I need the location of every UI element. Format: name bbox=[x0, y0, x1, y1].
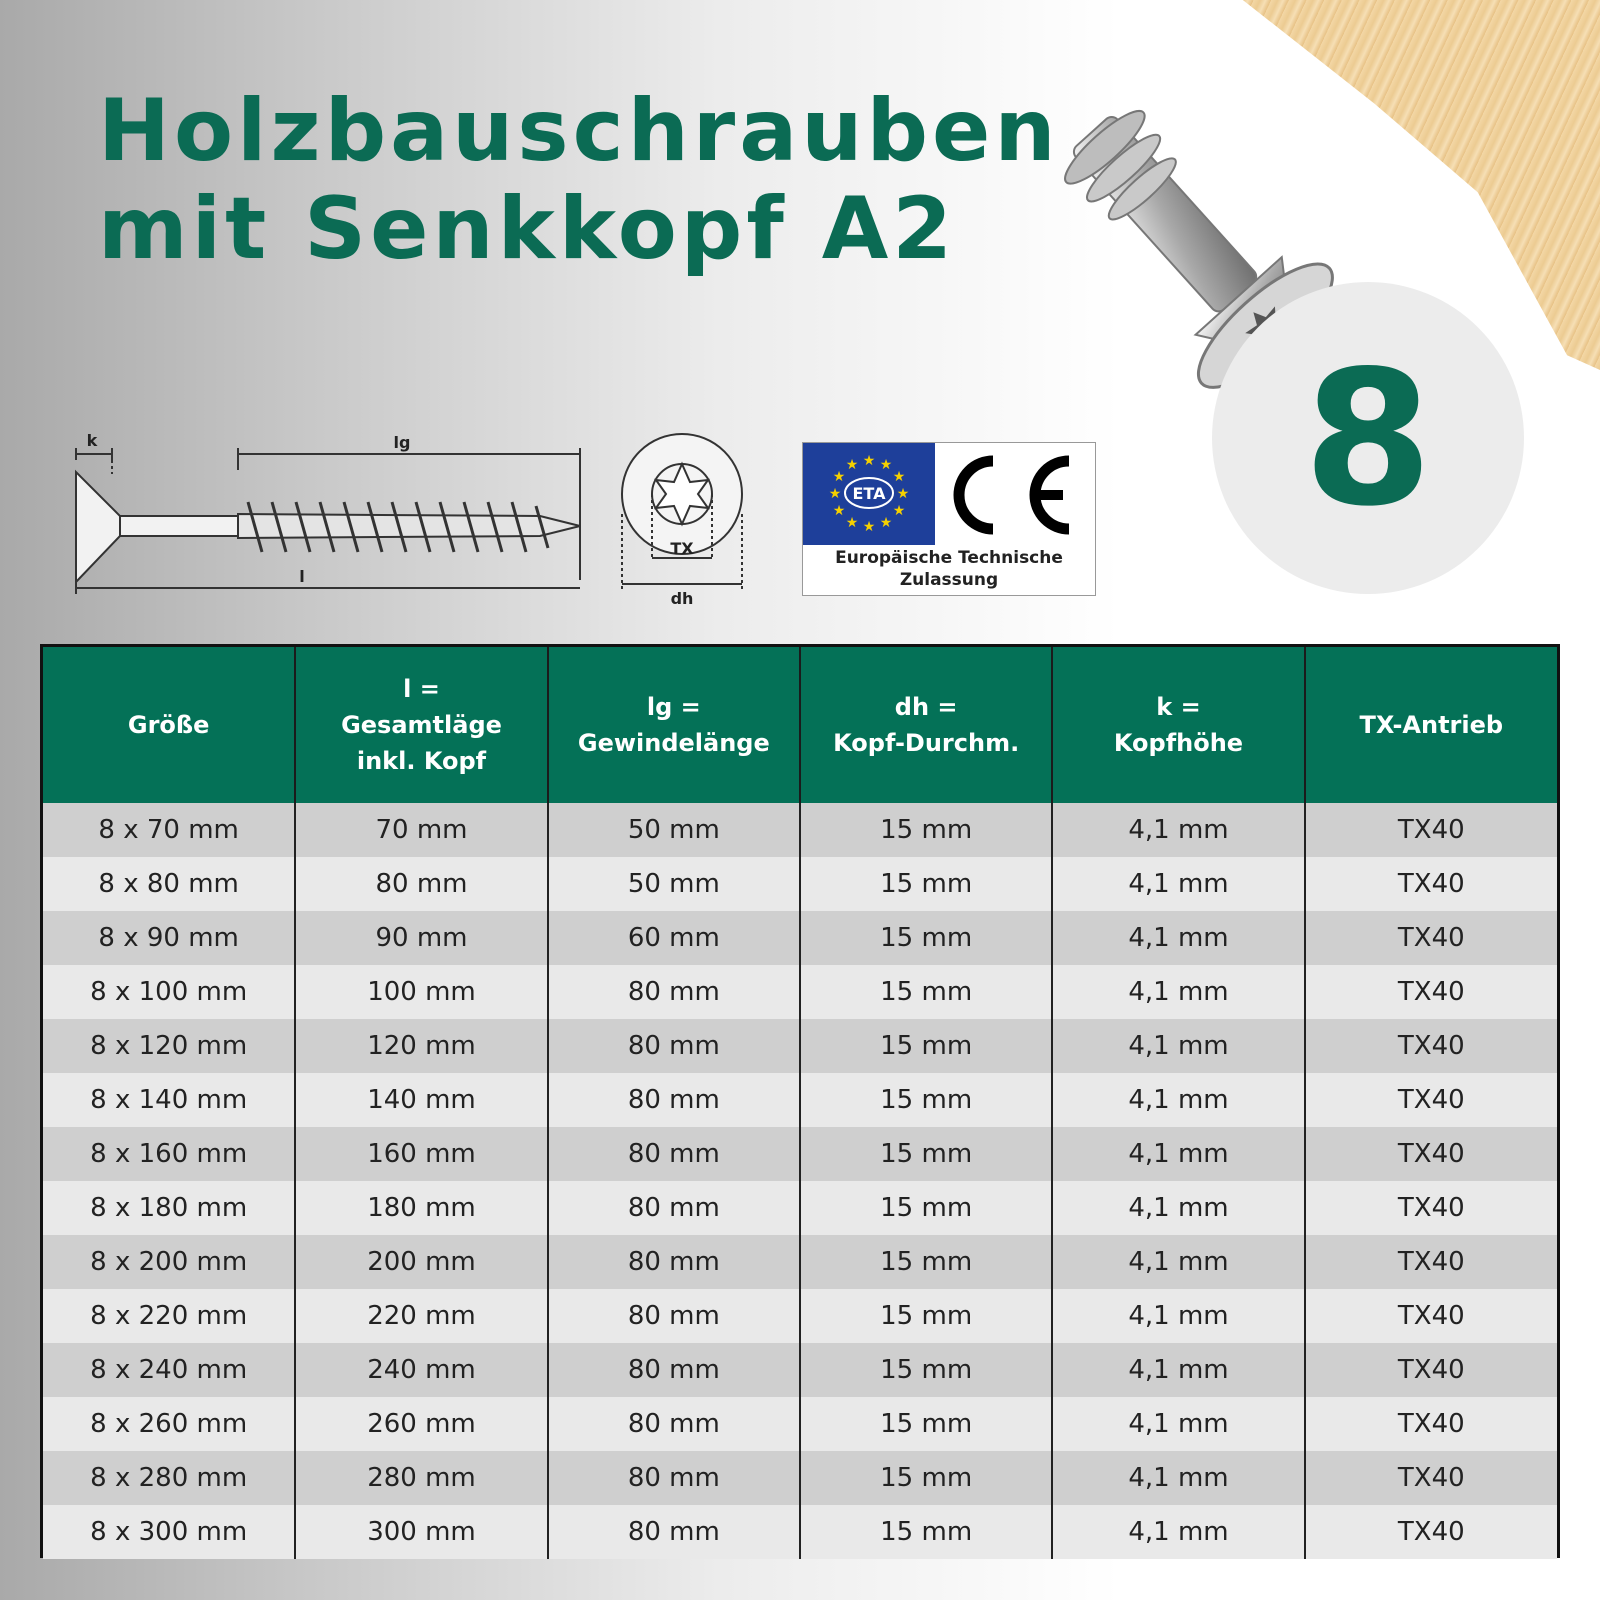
table-cell: 120 mm bbox=[295, 1019, 547, 1073]
table-cell: 4,1 mm bbox=[1052, 1451, 1304, 1505]
header-line: TX-Antrieb bbox=[1359, 711, 1504, 739]
header-line: lg = bbox=[646, 693, 701, 721]
table-cell: TX40 bbox=[1305, 1289, 1557, 1343]
table-cell: TX40 bbox=[1305, 1181, 1557, 1235]
table-cell: 8 x 200 mm bbox=[43, 1235, 295, 1289]
eta-eu-logo bbox=[803, 443, 935, 545]
table-cell: TX40 bbox=[1305, 1397, 1557, 1451]
svg-text:★: ★ bbox=[828, 486, 842, 502]
table-cell: 4,1 mm bbox=[1052, 911, 1304, 965]
table-row bbox=[43, 1451, 1557, 1505]
header-line: inkl. Kopf bbox=[356, 747, 487, 775]
header-line: Kopfhöhe bbox=[1113, 729, 1244, 757]
certification-caption-line-2: Zulassung bbox=[899, 570, 999, 590]
svg-text:★: ★ bbox=[845, 515, 859, 531]
table-cell: 4,1 mm bbox=[1052, 965, 1304, 1019]
col-header-kopf-durchmesser bbox=[800, 647, 1052, 803]
svg-text:★: ★ bbox=[862, 519, 876, 535]
table-cell: 160 mm bbox=[295, 1127, 547, 1181]
table-cell: 15 mm bbox=[800, 911, 1052, 965]
svg-text:★: ★ bbox=[892, 503, 906, 519]
table-cell: TX40 bbox=[1305, 857, 1557, 911]
table-cell: 15 mm bbox=[800, 1235, 1052, 1289]
table-cell: 15 mm bbox=[800, 857, 1052, 911]
table-cell: 80 mm bbox=[548, 1343, 800, 1397]
tx-label: TX bbox=[670, 539, 694, 558]
header-line: Größe bbox=[127, 711, 210, 739]
table-row bbox=[43, 803, 1557, 857]
header-line: Kopf-Durchm. bbox=[833, 729, 1020, 757]
table-row bbox=[43, 1397, 1557, 1451]
table-cell: 50 mm bbox=[548, 857, 800, 911]
table-cell: 80 mm bbox=[295, 857, 547, 911]
header-line: dh = bbox=[894, 693, 958, 721]
dh-label: dh bbox=[670, 589, 694, 608]
table-cell: 15 mm bbox=[800, 1073, 1052, 1127]
table-cell: 90 mm bbox=[295, 911, 547, 965]
certification-caption bbox=[803, 547, 1095, 591]
table-cell: 8 x 120 mm bbox=[43, 1019, 295, 1073]
dimension-label-lg: lg bbox=[393, 433, 411, 452]
dimension-label-k: k bbox=[86, 431, 98, 450]
table-cell: 8 x 90 mm bbox=[43, 911, 295, 965]
table-cell: 8 x 70 mm bbox=[43, 803, 295, 857]
table-cell: TX40 bbox=[1305, 965, 1557, 1019]
table-cell: 70 mm bbox=[295, 803, 547, 857]
table-cell: 280 mm bbox=[295, 1451, 547, 1505]
svg-text:★: ★ bbox=[832, 503, 846, 519]
svg-text:★: ★ bbox=[879, 515, 893, 531]
table-cell: 100 mm bbox=[295, 965, 547, 1019]
table-row bbox=[43, 1181, 1557, 1235]
table-cell: 15 mm bbox=[800, 1289, 1052, 1343]
table-cell: 80 mm bbox=[548, 1451, 800, 1505]
col-header-kopfhoehe bbox=[1052, 647, 1304, 803]
svg-text:★: ★ bbox=[862, 453, 876, 469]
table-row bbox=[43, 1127, 1557, 1181]
table-cell: 8 x 300 mm bbox=[43, 1505, 295, 1559]
table-cell: 15 mm bbox=[800, 1127, 1052, 1181]
table-cell: TX40 bbox=[1305, 1019, 1557, 1073]
spec-table bbox=[40, 644, 1560, 1558]
svg-text:★: ★ bbox=[845, 457, 859, 473]
table-cell: 4,1 mm bbox=[1052, 857, 1304, 911]
table-cell: 4,1 mm bbox=[1052, 1397, 1304, 1451]
table-cell: 4,1 mm bbox=[1052, 1343, 1304, 1397]
table-cell: 15 mm bbox=[800, 1343, 1052, 1397]
col-header-gewindelaenge bbox=[548, 647, 800, 803]
table-cell: 50 mm bbox=[548, 803, 800, 857]
title-line-2: mit Senkkopf A2 bbox=[98, 179, 957, 279]
table-cell: 300 mm bbox=[295, 1505, 547, 1559]
svg-text:★: ★ bbox=[896, 486, 910, 502]
table-cell: 80 mm bbox=[548, 1235, 800, 1289]
table-cell: 200 mm bbox=[295, 1235, 547, 1289]
table-cell: 80 mm bbox=[548, 965, 800, 1019]
table-cell: 80 mm bbox=[548, 1289, 800, 1343]
table-cell: 8 x 140 mm bbox=[43, 1073, 295, 1127]
table-cell: 15 mm bbox=[800, 965, 1052, 1019]
table-cell: 240 mm bbox=[295, 1343, 547, 1397]
table-cell: 8 x 160 mm bbox=[43, 1127, 295, 1181]
page-title bbox=[98, 82, 1060, 278]
title-line-1: Holzbauschrauben bbox=[98, 81, 1060, 181]
tx-drive-diagram bbox=[612, 424, 752, 609]
table-cell: 15 mm bbox=[800, 1019, 1052, 1073]
table-cell: TX40 bbox=[1305, 1073, 1557, 1127]
table-cell: 220 mm bbox=[295, 1289, 547, 1343]
table-cell: 4,1 mm bbox=[1052, 1289, 1304, 1343]
table-cell: 8 x 220 mm bbox=[43, 1289, 295, 1343]
dimension-label-l: l bbox=[299, 567, 305, 586]
table-cell: 8 x 180 mm bbox=[43, 1181, 295, 1235]
table-cell: 260 mm bbox=[295, 1397, 547, 1451]
header-line: Gesamtläge bbox=[341, 711, 502, 739]
table-cell: 80 mm bbox=[548, 1073, 800, 1127]
table-cell: 140 mm bbox=[295, 1073, 547, 1127]
header-line: Gewindelänge bbox=[577, 729, 770, 757]
svg-text:★: ★ bbox=[892, 469, 906, 485]
table-cell: TX40 bbox=[1305, 1451, 1557, 1505]
table-cell: 15 mm bbox=[800, 1505, 1052, 1559]
table-row bbox=[43, 1289, 1557, 1343]
table-cell: 8 x 240 mm bbox=[43, 1343, 295, 1397]
header-line: k = bbox=[1156, 693, 1201, 721]
table-cell: TX40 bbox=[1305, 803, 1557, 857]
size-badge bbox=[1212, 282, 1524, 594]
table-cell: 15 mm bbox=[800, 1397, 1052, 1451]
table-cell: 80 mm bbox=[548, 1019, 800, 1073]
certification-box bbox=[802, 442, 1096, 596]
table-cell: 8 x 260 mm bbox=[43, 1397, 295, 1451]
size-badge-number: 8 bbox=[1303, 329, 1433, 547]
table-row bbox=[43, 965, 1557, 1019]
table-cell: 4,1 mm bbox=[1052, 1181, 1304, 1235]
table-cell: 8 x 280 mm bbox=[43, 1451, 295, 1505]
table-cell: 4,1 mm bbox=[1052, 1505, 1304, 1559]
table-cell: TX40 bbox=[1305, 1505, 1557, 1559]
table-cell: 80 mm bbox=[548, 1397, 800, 1451]
col-header-tx-antrieb bbox=[1305, 647, 1557, 803]
svg-text:★: ★ bbox=[879, 457, 893, 473]
table-cell: 15 mm bbox=[800, 1181, 1052, 1235]
certification-caption-line-1: Europäische Technische bbox=[835, 548, 1063, 568]
table-row bbox=[43, 1019, 1557, 1073]
table-cell: 80 mm bbox=[548, 1181, 800, 1235]
col-header-gesamtlaenge bbox=[295, 647, 547, 803]
col-header-groesse bbox=[43, 647, 295, 803]
table-cell: TX40 bbox=[1305, 1127, 1557, 1181]
table-row bbox=[43, 857, 1557, 911]
table-cell: 60 mm bbox=[548, 911, 800, 965]
svg-text:★: ★ bbox=[832, 469, 846, 485]
table-row bbox=[43, 1235, 1557, 1289]
table-row bbox=[43, 911, 1557, 965]
table-cell: 4,1 mm bbox=[1052, 1127, 1304, 1181]
table-row bbox=[43, 1505, 1557, 1559]
header-line: l = bbox=[403, 675, 440, 703]
eta-label: ETA bbox=[852, 484, 886, 503]
table-row bbox=[43, 1343, 1557, 1397]
table-cell: TX40 bbox=[1305, 1343, 1557, 1397]
table-cell: 4,1 mm bbox=[1052, 1019, 1304, 1073]
table-cell: TX40 bbox=[1305, 1235, 1557, 1289]
table-cell: 4,1 mm bbox=[1052, 1235, 1304, 1289]
ce-mark-icon bbox=[935, 443, 1095, 545]
table-cell: 180 mm bbox=[295, 1181, 547, 1235]
table-cell: 80 mm bbox=[548, 1127, 800, 1181]
table-cell: 15 mm bbox=[800, 1451, 1052, 1505]
table-cell: 8 x 100 mm bbox=[43, 965, 295, 1019]
table-cell: 8 x 80 mm bbox=[43, 857, 295, 911]
table-cell: 4,1 mm bbox=[1052, 1073, 1304, 1127]
table-row bbox=[43, 1073, 1557, 1127]
table-header-row bbox=[43, 647, 1557, 803]
table-cell: TX40 bbox=[1305, 911, 1557, 965]
table-cell: 80 mm bbox=[548, 1505, 800, 1559]
screw-dimension-diagram bbox=[70, 430, 590, 610]
table-cell: 15 mm bbox=[800, 803, 1052, 857]
table-cell: 4,1 mm bbox=[1052, 803, 1304, 857]
